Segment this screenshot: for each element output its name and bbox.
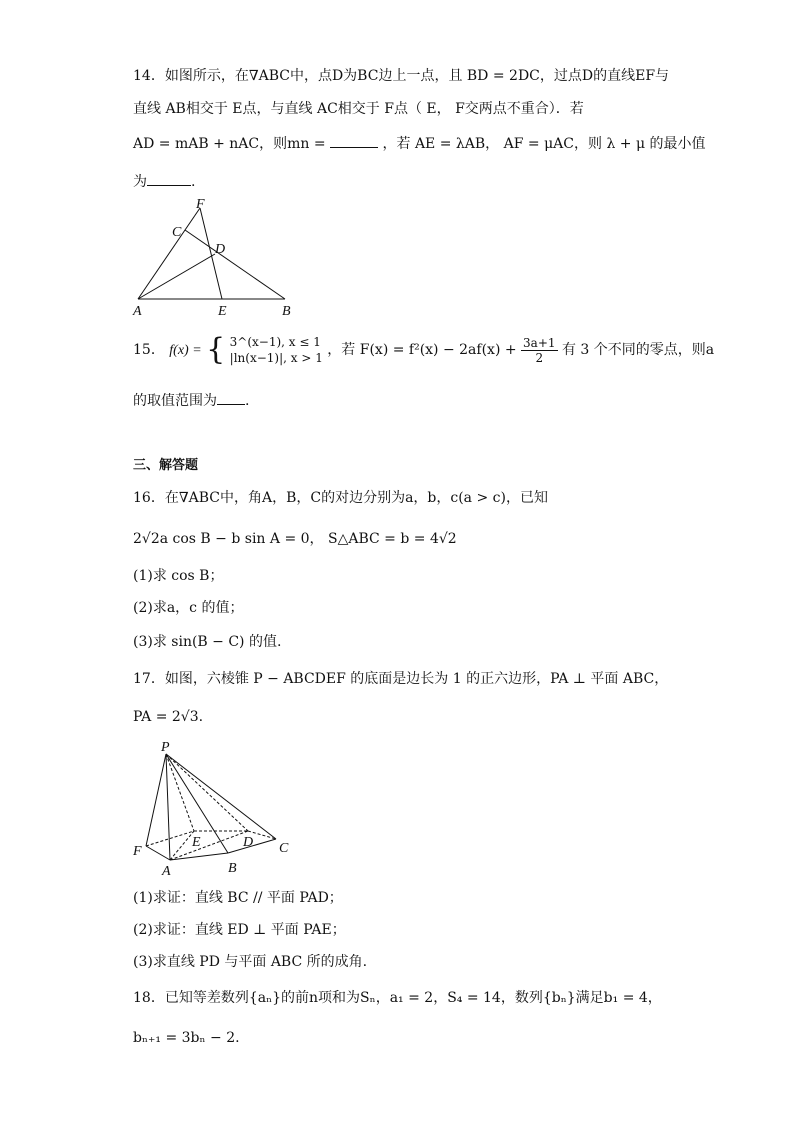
- edge-FA: [146, 846, 170, 860]
- q14-line-3-a: AD = mAB + nAC，则mn =: [133, 136, 326, 152]
- q15-line-1: [133, 330, 714, 371]
- label-F: F: [133, 844, 142, 859]
- edge-PF: [146, 754, 166, 846]
- q17-pyramid-figure: [130, 738, 300, 878]
- edge-AB: [170, 853, 228, 860]
- label-D: D: [215, 242, 226, 257]
- q18-line-2: bₙ₊₁ = 3bₙ − 2.: [133, 1030, 240, 1046]
- label-P: P: [161, 740, 170, 755]
- label-A: A: [162, 864, 171, 878]
- label-B: B: [228, 861, 237, 876]
- q15-line-2: [133, 390, 249, 411]
- section-heading: 三、解答题: [133, 458, 199, 473]
- q15-pieces: [230, 334, 323, 366]
- q16-part-2: (2)求a，c 的值；: [133, 600, 244, 616]
- label-E: E: [218, 304, 227, 318]
- label-C: C: [279, 841, 289, 856]
- q14-answer-blank-1[interactable]: [330, 133, 378, 148]
- q15-frac-den: 2: [535, 350, 544, 365]
- q15-mid: ，若 F(x) = f²(x) − 2af(x) +: [327, 342, 517, 358]
- q14-line-3-b: ，若 AE = λAB， AF = μAC，则 λ + μ 的最小值: [382, 136, 706, 152]
- q17-line-1: 17．如图，六棱锥 P − ABCDEF 的底面是边长为 1 的正六边形，PA ⊥ 平面 ABC，: [133, 671, 669, 687]
- edge-PA: [166, 754, 170, 860]
- q15-fraction: [521, 336, 557, 365]
- q14-line-4-text: 为: [133, 174, 147, 190]
- segment-CB: [185, 230, 285, 299]
- q16-line-1: 16．在∇ABC中，角A，B，C的对边分别为a，b，c(a > c)，已知: [133, 490, 548, 506]
- q15-line-2-end: .: [245, 393, 250, 409]
- q17-line-2: PA = 2√3.: [133, 709, 204, 725]
- label-D: D: [243, 835, 254, 850]
- q14-triangle-figure: [130, 196, 300, 318]
- q17-part-3: (3)求直线 PD 与平面 ABC 所的成角.: [133, 954, 368, 970]
- q16-line-2: 2√2a cos B − b sin A = 0， S△ABC = b = 4√2: [133, 531, 457, 547]
- q14-answer-blank-2[interactable]: [147, 171, 191, 186]
- q18-line-1: 18．已知等差数列{aₙ}的前n项和为Sₙ，a₁ = 2，S₄ = 14，数列{bₙ}满足b₁ = 4，: [133, 990, 662, 1006]
- q14-line-3: [133, 133, 706, 154]
- label-A: A: [133, 304, 142, 318]
- q15-line-2-text: 的取值范围为: [133, 393, 217, 409]
- q16-part-1: (1)求 cos B；: [133, 568, 224, 584]
- label-E: E: [192, 835, 201, 850]
- q17-part-2: (2)求证：直线 ED ⊥ 平面 PAE；: [133, 922, 346, 938]
- label-C: C: [172, 225, 182, 240]
- edge-FE: [146, 831, 194, 846]
- edge-PC: [166, 754, 276, 839]
- label-F: F: [196, 197, 205, 212]
- q14-line-1: 14．如图所示，在∇ABC中，点D为BC边上一点，且 BD = 2DC，过点D的直线EF与: [133, 68, 670, 84]
- segment-AD: [138, 254, 215, 299]
- label-B: B: [282, 304, 291, 318]
- q15-suffix: 有 3 个不同的零点，则a: [561, 342, 715, 358]
- q15-number: 15．: [133, 342, 165, 358]
- q15-piece-2: |ln(x−1)|, x > 1: [229, 351, 323, 365]
- segment-AF: [138, 208, 200, 299]
- q14-line-2: 直线 AB相交于 E点，与直线 AC相交于 F点（ E， F交两点不重合）．若: [133, 101, 584, 117]
- q14-line-4: 为 .: [133, 171, 195, 192]
- q15-answer-blank[interactable]: [217, 390, 245, 405]
- q15-brace: {: [206, 332, 226, 367]
- q15-f-def: f(x) =: [169, 343, 202, 358]
- q17-part-1: (1)求证：直线 BC // 平面 PAD；: [133, 890, 343, 906]
- q15-piece-1: 3^(x−1), x ≤ 1: [229, 335, 321, 349]
- q15-frac-num: 3a+1: [523, 335, 556, 350]
- q16-part-3: (3)求 sin(B − C) 的值.: [133, 634, 282, 650]
